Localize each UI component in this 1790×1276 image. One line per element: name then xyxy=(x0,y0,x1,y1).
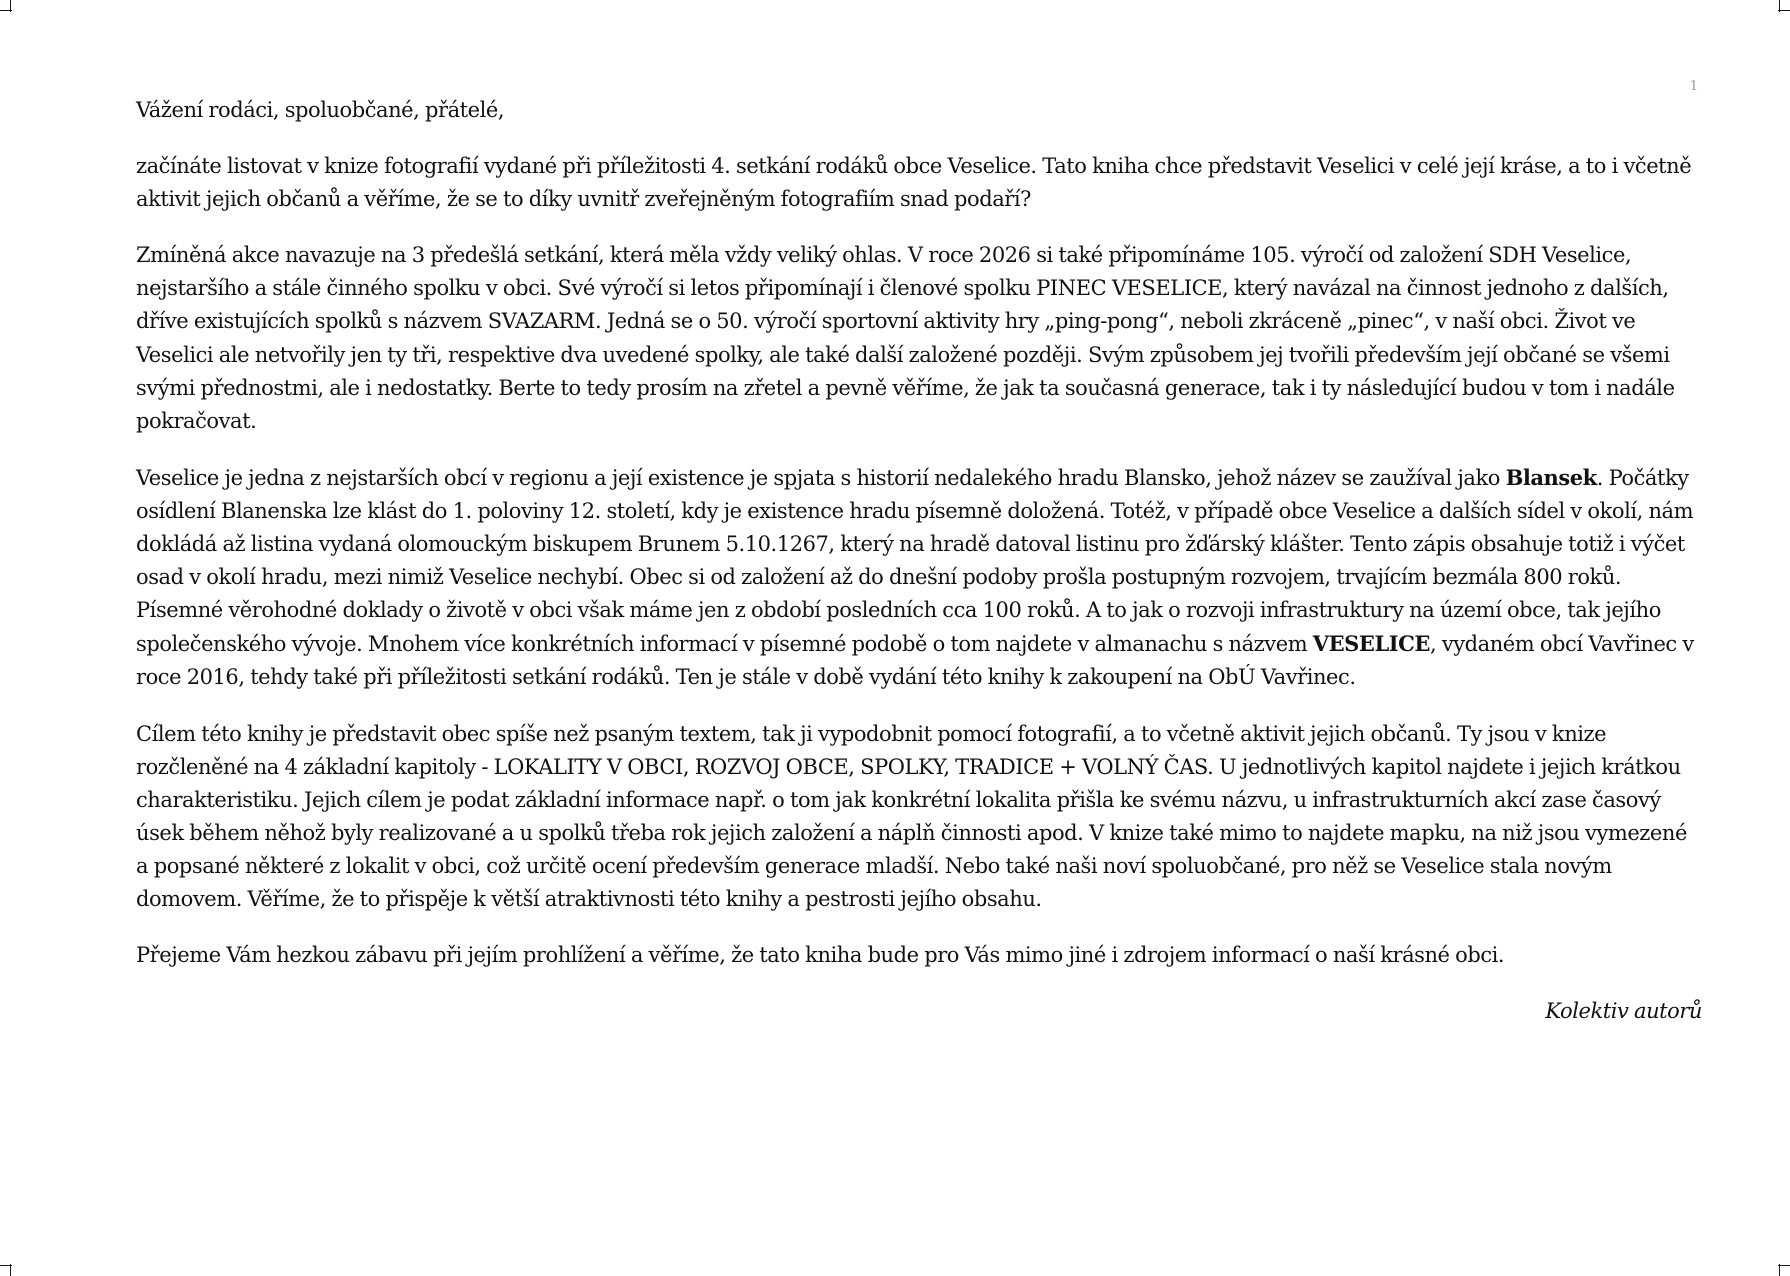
paragraph-intro: začínáte listovat v knize fotografií vydané při příležitosti 4. setkání rodáků obce Veselice. Tato kniha chce představit Veselici v celé její kráse, a to i včetně aktivit jejich občanů a věříme, že se to díky uvnitř zveřejněným fotografiím snad podaří? xyxy=(136,154,1692,212)
crop-mark-bottom-right-v xyxy=(1779,1264,1780,1276)
page-number: 1 xyxy=(1689,79,1698,94)
paragraph-history xyxy=(136,461,1702,695)
history-text-2: . Počátky osídlení Blanenska lze klást do 1. poloviny 12. století, kdy je existence hradu písemně doložená. Totéž, v případě obce Veselice a dalších sídel v okolí, nám dokládá až listina vydaná olomouckým biskupem Brunem 5.10.1267, který na hradě datoval listinu pro žďárský klášter. Tento zápis obsahuje totiž i výčet osad v okolí hradu, mezi nimiž Veselice nechybí. Obec si od založení až do dnešní podoby prošla postupným rozvojem, trvajícím bezmála 800 roků. Písemné věrohodné doklady o životě v obci však máme jen z období posledních cca 100 roků. A to jak o rozvoji infrastruktury na území obce, tak jejího společenského vývoje. Mnohem více konkrétních informací v písemné podobě o tom najdete v almanachu s názvem xyxy=(136,465,1694,657)
crop-mark-bottom-left-v xyxy=(10,1264,11,1276)
history-bold-veselice: VESELICE xyxy=(1312,631,1430,657)
document-body xyxy=(136,94,1702,1051)
history-bold-blansek: Blansek xyxy=(1505,464,1597,490)
crop-mark-top-right-v xyxy=(1779,0,1780,12)
paragraph-closing-wish: Přejeme Vám hezkou zábavu při jejím prohlížení a věříme, že tato kniha bude pro Vás mimo jiné i zdrojem informací o naší krásné obci. xyxy=(136,943,1505,968)
paragraph-anniversaries: Zmíněná akce navazuje na 3 předešlá setkání, která měla vždy veliký ohlas. V roce 2026 si také připomínáme 105. výročí od založení SDH Veselice, nejstaršího a stále činného spolku v obci. Své výročí si letos připomínají i členové spolku PINEC VESELICE, který navázal na činnost jednoho z dalších, dříve existujících spolků s názvem SVAZARM. Jedná se o 50. výročí sportovní aktivity hry „ping-pong“, neboli zkráceně „pinec“, v naší obci. Život ve Veselici ale netvořily jen ty tři, respektive dva uvedené spolky, ale také další založené později. Svým způsobem jej tvořili především její občané se všemi svými přednostmi, ale i nedostatky. Berte to tedy prosím na zřetel a pevně věříme, že jak ta současná generace, tak i ty následující budou v tom i nadále pokračovat. xyxy=(136,243,1675,433)
history-text-3: , vydaném obcí Vavřinec v roce 2016, tehdy také při příležitosti setkání rodáků. Ten je stále v době vydání této knihy k zakoupení na ObÚ Vavřinec. xyxy=(136,632,1694,690)
greeting: Vážení rodáci, spoluobčané, přátelé, xyxy=(136,98,505,122)
paragraph-book-purpose: Cílem této knihy je představit obec spíše než psaným textem, tak ji vypodobnit pomocí fotografií, a to včetně aktivit jejich občanů. Ty jsou v knize rozčleněné na 4 základní kapitoly - LOKALITY V OBCI, ROZVOJ OBCE, SPOLKY, TRADICE + VOLNÝ ČAS. U jednotlivých kapitol najdete i jejich krátkou charakteristiku. Jejich cílem je podat základní informace např. o tom jak konkrétní lokalita přišla ke svému názvu, u infrastrukturních akcí zase časový úsek během něhož byly realizované a u spolků třeba rok jejich založení a náplň činnosti apod. V knize také mimo to najdete mapku, na niž jsou vymezené a popsané některé z lokalit v obci, což určitě ocení především generace mladší. Nebo také naši noví spoluobčané, pro něž se Veselice stala novým domovem. Věříme, že to přispěje k větší atraktivnosti této knihy a pestrosti jejího obsahu. xyxy=(136,721,1687,911)
signature: Kolektiv autorů xyxy=(1545,999,1702,1024)
crop-mark-top-left-v xyxy=(10,0,11,12)
history-text-1: Veselice je jedna z nejstarších obcí v regionu a její existence je spjata s historií nedalekého hradu Blansko, jehož název se zaužíval jako xyxy=(136,465,1506,490)
